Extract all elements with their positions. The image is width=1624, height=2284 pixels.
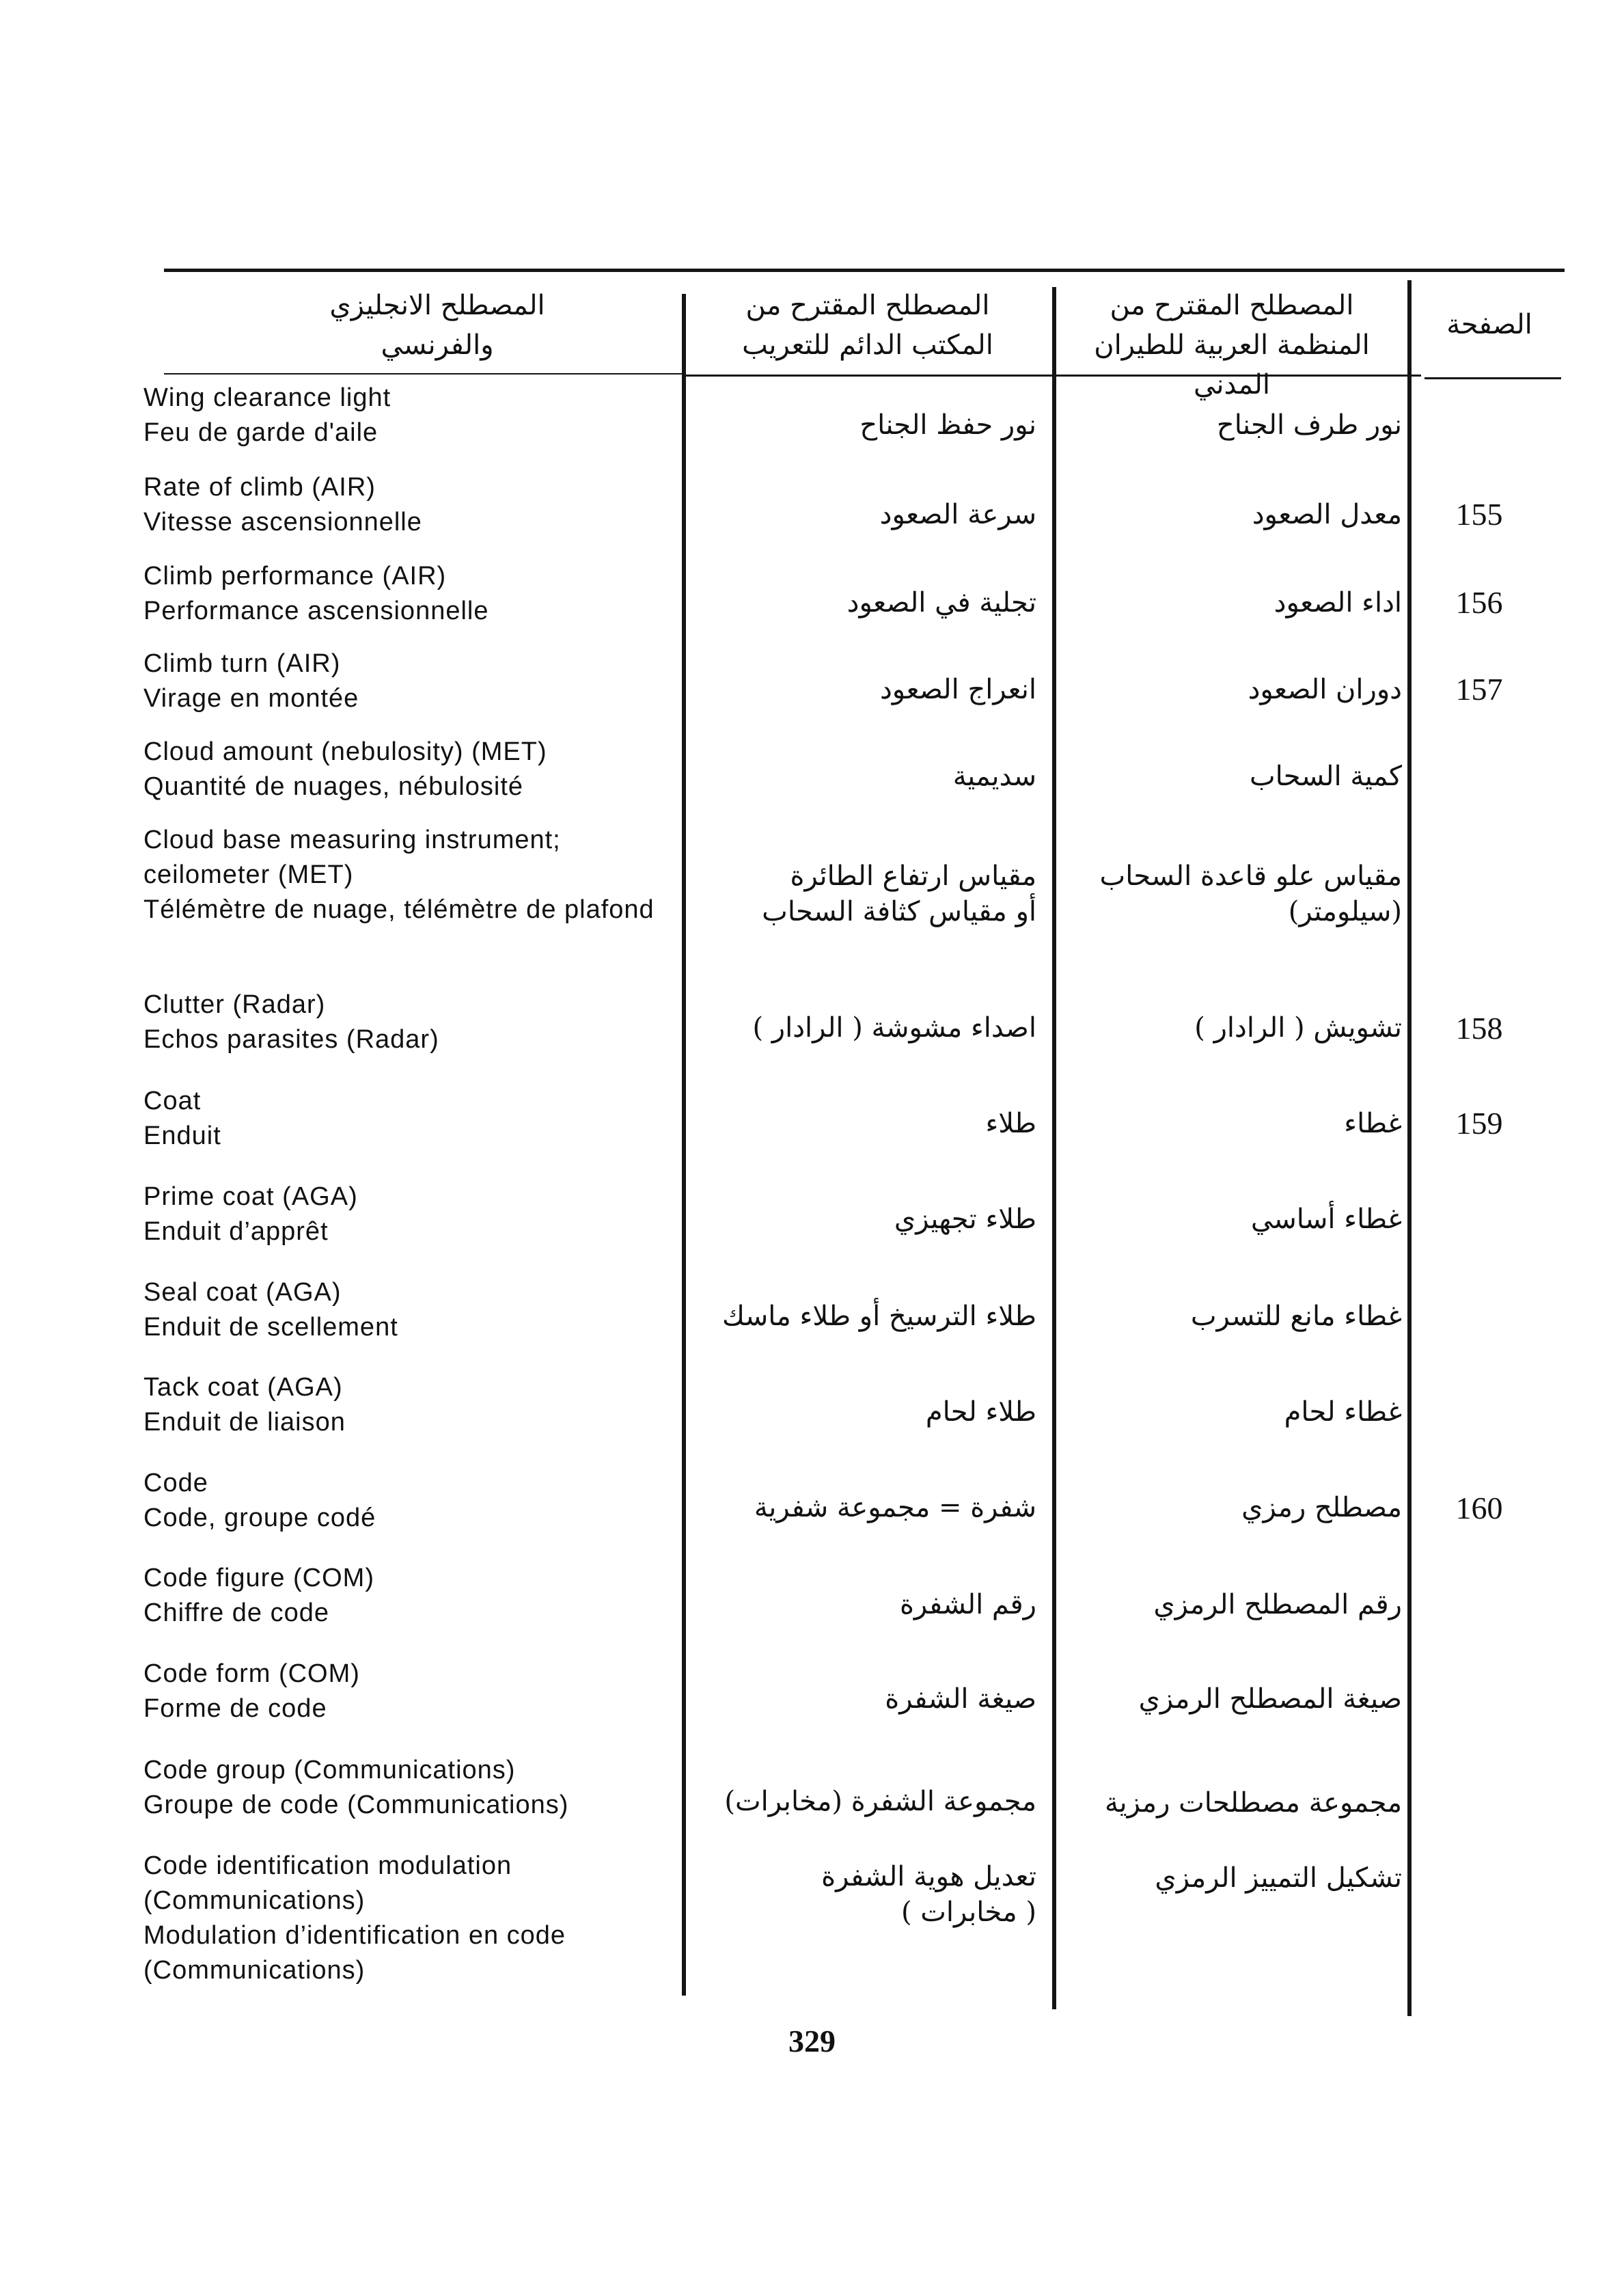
english-term: Clutter (Radar) (143, 990, 326, 1019)
header-english-french-line-2: والفرنسي (381, 329, 494, 361)
permanent-office-term: اصداء مشوشة ( الرادار ) (752, 1012, 1036, 1044)
permanent-office-term: نور حفظ الجناح (859, 409, 1036, 441)
icao-arab-term: تشكيل التمييز الرمزي (1155, 1862, 1402, 1894)
header-permanent-office-line-2: المكتب الدائم للتعريب (742, 329, 993, 361)
french-term: Modulation d’identification en code (Communications) (143, 1921, 566, 1985)
header-underline-page (1425, 377, 1561, 379)
top-rule (164, 269, 1565, 272)
icao-arab-term: غطاء لحام (1284, 1396, 1402, 1428)
french-term: Echos parasites (Radar) (143, 1025, 439, 1054)
icao-arab-term-line-2: (سيلومتر) (1288, 896, 1402, 927)
french-term: Quantité de nuages, nébulosité (143, 772, 524, 801)
header-english-french (205, 286, 670, 365)
entry-english-french (143, 381, 683, 450)
permanent-office-term: سرعة الصعود (879, 499, 1036, 530)
french-term: Performance ascensionnelle (143, 597, 489, 625)
permanent-office-term: شفرة = مجموعة شفرية (754, 1492, 1036, 1523)
header-icao-arab-line-1: المصطلح المقترح من (1110, 290, 1354, 321)
column-divider-page (1407, 280, 1412, 2016)
icao-arab-term: معدل الصعود (1252, 499, 1402, 530)
icao-arab-term: تشويش ( الرادار ) (1194, 1012, 1402, 1044)
page-number: 329 (788, 2024, 836, 2058)
page-reference: 156 (1455, 585, 1503, 620)
permanent-office-term-line-1: مقياس ارتفاع الطائرة (790, 860, 1036, 892)
permanent-office-term: رقم الشفرة (899, 1589, 1036, 1620)
french-term: Virage en montée (143, 684, 359, 713)
french-term: Enduit de liaison (143, 1408, 346, 1437)
permanent-office-term (695, 1859, 1036, 1930)
french-term: Code, groupe codé (143, 1504, 376, 1532)
header-permanent-office (690, 286, 1045, 365)
english-term: Code figure (COM) (143, 1564, 374, 1592)
permanent-office-term: تجلية في الصعود (847, 587, 1036, 618)
permanent-office-term: انعراج الصعود (879, 674, 1036, 705)
permanent-office-term-line-2: ( مخابرات ) (900, 1896, 1036, 1928)
icao-arab-term-line-1: مقياس علو قاعدة السحاب (1099, 860, 1402, 892)
entry-english-french (143, 1561, 683, 1631)
entry-english-french (143, 1275, 683, 1345)
permanent-office-term: طلاء لحام (925, 1396, 1036, 1428)
entry-english-french (143, 559, 683, 629)
permanent-office-term-line-2: أو مقياس كثافة السحاب (762, 896, 1036, 927)
english-term: Code (143, 1469, 208, 1497)
permanent-office-term (695, 858, 1036, 929)
english-term: Tack coat (AGA) (143, 1373, 343, 1402)
permanent-office-term: سديمية (952, 761, 1036, 792)
permanent-office-term: طلاء (985, 1108, 1036, 1139)
permanent-office-term: مجموعة الشفرة (مخابرات) (724, 1786, 1036, 1817)
icao-arab-term: غطاء مانع للتسرب (1190, 1301, 1402, 1332)
header-icao-arab-line-2: المنظمة العربية للطيران المدني (1094, 329, 1370, 400)
entry-english-french (143, 823, 683, 927)
english-term: Climb turn (AIR) (143, 649, 341, 678)
icao-arab-term: اداء الصعود (1274, 587, 1402, 618)
icao-arab-term: كمية السحاب (1249, 761, 1402, 792)
page-reference: 158 (1455, 1011, 1503, 1046)
english-term: Cloud base measuring instrument; ceilometer (MET) (143, 826, 561, 889)
page-reference: 160 (1455, 1491, 1503, 1525)
english-term: Seal coat (AGA) (143, 1278, 342, 1307)
permanent-office-term: طلاء تجهيزي (894, 1204, 1036, 1235)
english-term: Coat (143, 1087, 202, 1115)
page-reference: 155 (1455, 497, 1503, 532)
header-permanent-office-line-1: المصطلح المقترح من (745, 290, 990, 321)
english-term: Code group (Communications) (143, 1756, 516, 1784)
entry-english-french (143, 647, 683, 716)
english-term: Cloud amount (nebulosity) (MET) (143, 737, 547, 766)
english-term: Climb performance (AIR) (143, 562, 447, 590)
entry-english-french (143, 1180, 683, 1249)
page-reference: 157 (1455, 672, 1503, 707)
icao-arab-term: مجموعة مصطلحات رمزية (1105, 1787, 1402, 1819)
header-icao-arab (1058, 286, 1406, 405)
entry-english-french (143, 1466, 683, 1536)
entry-english-french (143, 1370, 683, 1440)
english-term: Wing clearance light (143, 383, 391, 412)
permanent-office-term: طلاء الترسيخ أو طلاء ماسك (722, 1301, 1036, 1332)
header-english-french-line-1: المصطلح الانجليزي (329, 290, 545, 321)
entry-english-french (143, 988, 683, 1057)
entry-english-french (143, 1849, 683, 1988)
french-term: Forme de code (143, 1694, 327, 1723)
french-term: Enduit (143, 1121, 221, 1150)
french-term: Enduit de scellement (143, 1313, 398, 1342)
header-page: الصفحة (1446, 309, 1532, 340)
entry-english-french (143, 1657, 683, 1726)
entry-english-french (143, 470, 683, 540)
icao-arab-term: رقم المصطلح الرمزي (1153, 1589, 1402, 1620)
french-term: Enduit d’apprêt (143, 1217, 329, 1246)
permanent-office-term-line-1: تعديل هوية الشفرة (821, 1861, 1036, 1892)
header-underline-english (164, 373, 683, 375)
french-term: Feu de garde d'aile (143, 418, 379, 447)
icao-arab-term: غطاء (1344, 1108, 1402, 1139)
entry-english-french (143, 735, 683, 804)
column-divider-arabic (1052, 287, 1056, 2009)
english-term: Rate of climb (AIR) (143, 473, 376, 502)
permanent-office-term: صيغة الشفرة (885, 1683, 1036, 1715)
english-term: Code identification modulation (Communications) (143, 1851, 512, 1915)
english-term: Prime coat (AGA) (143, 1182, 358, 1211)
french-term: Chiffre de code (143, 1599, 330, 1627)
english-term: Code form (COM) (143, 1659, 360, 1688)
icao-arab-term: نور طرف الجناح (1216, 409, 1402, 441)
french-term: Groupe de code (Communications) (143, 1791, 569, 1819)
entry-english-french (143, 1753, 683, 1823)
french-term: Télémètre de nuage, télémètre de plafond (143, 895, 655, 924)
icao-arab-term: مصطلح رمزي (1241, 1492, 1402, 1523)
french-term: Vitesse ascensionnelle (143, 508, 422, 536)
icao-arab-term: صيغة المصطلح الرمزي (1138, 1683, 1402, 1715)
icao-arab-term: دوران الصعود (1248, 674, 1402, 705)
icao-arab-term (1047, 858, 1402, 929)
icao-arab-term: غطاء أساسي (1250, 1204, 1402, 1235)
entry-english-french (143, 1084, 683, 1154)
page-reference: 159 (1455, 1106, 1503, 1141)
